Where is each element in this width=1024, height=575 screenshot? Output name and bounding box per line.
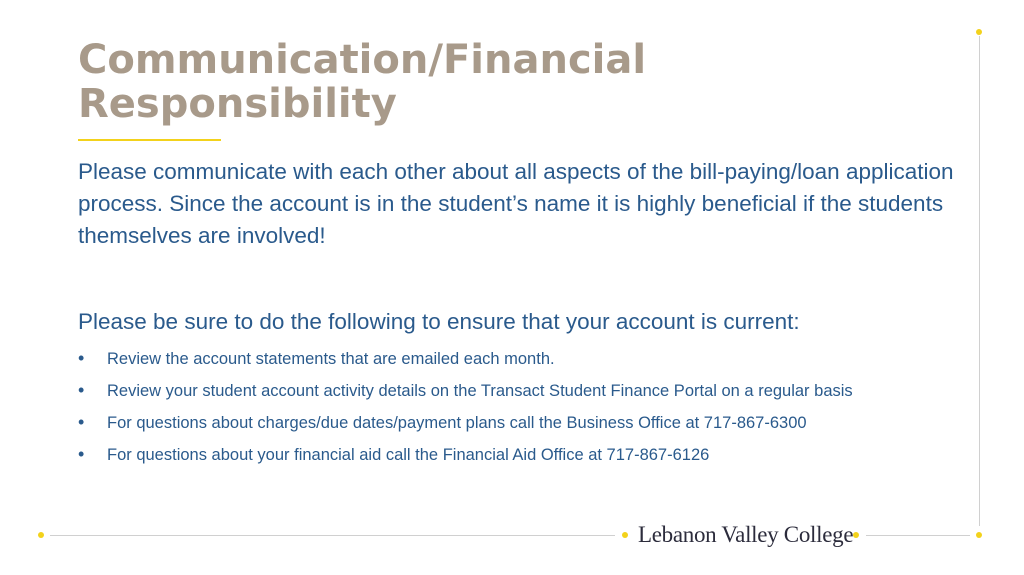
bullet-item	[78, 348, 958, 370]
college-logo: Lebanon Valley College	[638, 522, 854, 547]
bullet-icon: •	[78, 348, 85, 368]
intro-paragraph: Please communicate with each other about all aspects of the bill-paying/loan application process. Since the account is in the student’s name it is highly beneficial if the students themselves are involved!	[78, 159, 954, 248]
bullet-icon: •	[78, 412, 85, 432]
slide-body	[78, 156, 958, 476]
bottom-rule-right	[866, 535, 970, 536]
bullet-icon: •	[78, 444, 85, 464]
bullet-text: For questions about your financial aid call the Financial Aid Office at 717-867-6126	[107, 446, 710, 464]
bullet-icon: •	[78, 380, 85, 400]
bullet-text: For questions about charges/due dates/payment plans call the Business Office at 717-867-6300	[107, 414, 807, 432]
bullet-list	[78, 348, 958, 466]
top-right-dot	[976, 29, 982, 35]
bullet-item	[78, 412, 958, 434]
bullet-item	[78, 444, 958, 466]
lead-paragraph: Please be sure to do the following to ensure that your account is current:	[78, 309, 800, 334]
title-underline	[78, 139, 221, 141]
bullet-text: Review your student account activity details on the Transact Student Finance Portal on a regular basis	[107, 382, 853, 400]
right-rule	[979, 36, 980, 526]
bottom-right-dot	[976, 532, 982, 538]
bottom-left-dot	[38, 532, 44, 538]
bullet-text: Review the account statements that are emailed each month.	[107, 350, 555, 368]
bottom-rule-left	[50, 535, 615, 536]
slide-title: Communication/Financial Responsibility	[78, 37, 647, 127]
logo-left-dot	[622, 532, 628, 538]
bullet-item	[78, 380, 958, 402]
logo-right-dot	[853, 532, 859, 538]
